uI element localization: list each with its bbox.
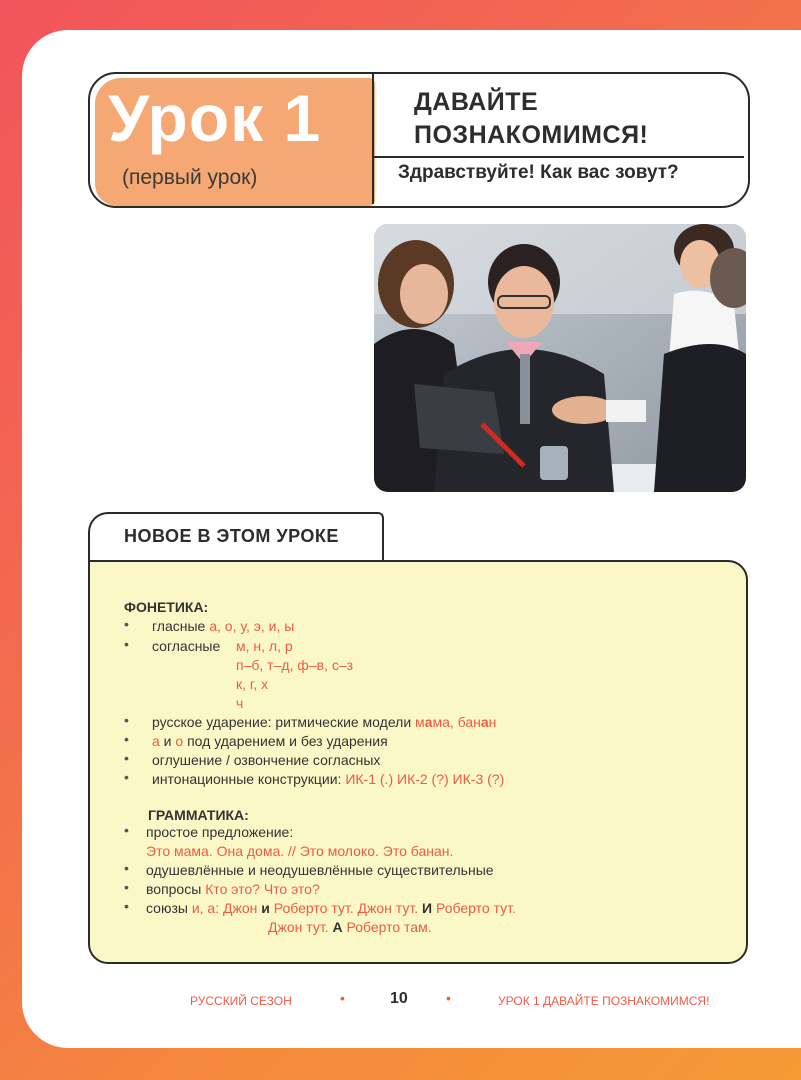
devoicing-item: оглушение / озвончение согласных [152,752,381,768]
conj-ex1-a: Джон [223,900,262,916]
ao-rest: под ударением и без ударения [183,733,388,749]
ao-o: о [175,733,184,749]
bullet-icon: • [124,731,129,747]
conj-ex1-e: Роберто тут. [432,900,516,916]
handshake-illustration [374,224,746,492]
conj-ex1-d: И [422,900,433,916]
bullet-icon: • [124,616,129,632]
conjunctions-item [146,899,516,917]
page-number: 10 [390,990,408,1007]
intonation-values: ИК-1 (.) ИК-2 (?) ИК-3 (?) [345,771,505,787]
stress-word1-a: м [415,714,425,730]
questions-item [146,880,320,898]
footer-book-title: РУССКИЙ СЕЗОН [190,994,292,1008]
ao-a: а [152,733,160,749]
stress-item [152,713,496,731]
bullet-icon: • [124,750,129,766]
intonation-label: интонационные конструкции: [152,771,342,787]
consonants-line1: м, н, л, р [236,638,293,654]
animate-item: одушевлённые и неодушевлённые существительные [146,862,494,878]
bullet-icon: • [124,860,129,876]
handshake-photo [374,224,746,492]
conj-ex2-a: Джон тут. [268,919,333,935]
ao-item [152,732,388,750]
conj-ex2-c: Роберто там. [342,919,432,935]
conjunctions-example2 [268,918,432,936]
bullet-icon: • [124,636,129,652]
bullet-icon: • [124,898,129,914]
consonants-line4: ч [236,695,244,711]
vowels-label: гласные [152,618,206,634]
conj-values: и, а: [191,900,220,916]
footer-dot-icon: • [446,990,451,1006]
consonants-label: согласные [152,638,221,654]
lesson-subtitle: Здравствуйте! Как вас зовут? [398,162,679,183]
bullet-icon: • [124,769,129,785]
lesson-title-line2: ПОЗНАКОМИМСЯ! [414,121,649,149]
conj-label: союзы [146,900,188,916]
lesson-number: Урок 1 [108,81,322,155]
new-in-lesson-heading: НОВОЕ В ЭТОМ УРОКЕ [124,526,339,546]
consonants-line2: п–б, т–д, ф–в, с–з [236,657,354,673]
stress-word2-c: н [488,714,497,730]
header-divider-vertical [372,74,374,204]
new-in-lesson-tab [88,512,384,560]
stress-word2-b: а [480,714,489,730]
phonetics-header: ФОНЕТИКА: [124,599,209,615]
footer-lesson-title: УРОК 1 ДАВАЙТЕ ПОЗНАКОМИМСЯ! [498,994,710,1008]
vowels-values: а, о, у, э, и, ы [209,618,295,634]
bullet-icon: • [124,712,129,728]
header-divider-horizontal [372,156,744,158]
lesson-title [414,86,648,152]
stress-label: русское ударение: ритмические модели [152,714,412,730]
questions-label: вопросы [146,881,202,897]
conj-ex1-b: и [261,900,270,916]
stress-word1-b: а [424,714,433,730]
conj-ex2-b: А [332,919,343,935]
lesson-title-line1: ДАВАЙТЕ [414,88,539,116]
lesson-ordinal: (первый урок) [122,166,258,189]
bullet-icon: • [124,879,129,895]
stress-word1-c: ма, бан [432,714,481,730]
consonants-line3: к, г, х [236,676,269,692]
grammar-header: ГРАММАТИКА: [148,807,249,823]
footer-dot-icon: • [340,990,345,1006]
simple-sentence-item: простое предложение: [146,824,294,840]
bullet-icon: • [124,822,129,838]
ao-mid: и [159,733,176,749]
conj-ex1-c: Роберто тут. Джон тут. [269,900,423,916]
intonation-item [152,770,504,788]
simple-sentence-example: Это мама. Она дома. // Это молоко. Это банан. [146,843,454,859]
vowels-item [152,617,294,635]
questions-values: Кто это? Что это? [205,881,320,897]
